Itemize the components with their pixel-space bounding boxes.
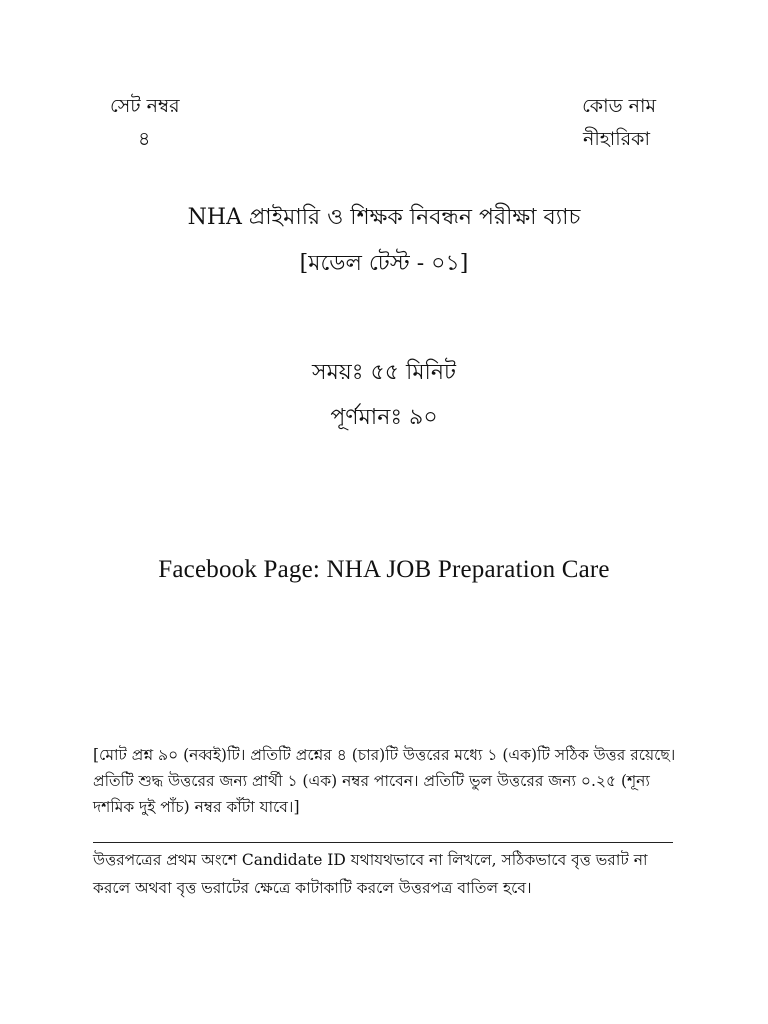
set-number-value: ৪ — [138, 128, 151, 150]
exam-full-marks: পূর্ণমানঃ ৯০ — [330, 405, 438, 430]
facebook-page-line: Facebook Page: NHA JOB Preparation Care — [158, 556, 610, 583]
divider-line — [93, 842, 673, 843]
code-name-value: নীহারিকা — [583, 128, 650, 150]
answer-sheet-warning: উত্তরপত্রের প্রথম অংশে Candidate ID যথাযথভাবে না লিখলে, সঠিকভাবে বৃত্ত ভরাট না করলে অথবা বৃত্ত ভরাটের ক্ষেত্রে কাটাকাটি করলে উত্তরপত্র বাতিল হবে। — [93, 851, 648, 897]
code-name-label: কোড নাম — [582, 95, 656, 117]
model-test-subtitle: [মডেল টেস্ট - ০১] — [299, 251, 469, 276]
page-title: NHA প্রাইমারি ও শিক্ষক নিবন্ধন পরীক্ষা ব্যাচ — [187, 205, 581, 230]
set-number-label: সেট নম্বর — [110, 95, 180, 117]
exam-instructions: [মোট প্রশ্ন ৯০ (নব্বই)টি। প্রতিটি প্রশ্নের ৪ (চার)টি উত্তরের মধ্যে ১ (এক)টি সঠিক উত্তর রয়েছে। প্রতিটি শুদ্ধ উত্তরের জন্য প্রার্থী ১ (এক) নম্বর পাবেন। প্রতিটি ভুল উত্তরের জন্য ০.২৫ (শূন্য দশমিক দুই পাঁচ) নম্বর কাঁটা যাবে।] — [93, 746, 676, 816]
exam-time: সময়ঃ ৫৫ মিনিট — [312, 360, 456, 385]
